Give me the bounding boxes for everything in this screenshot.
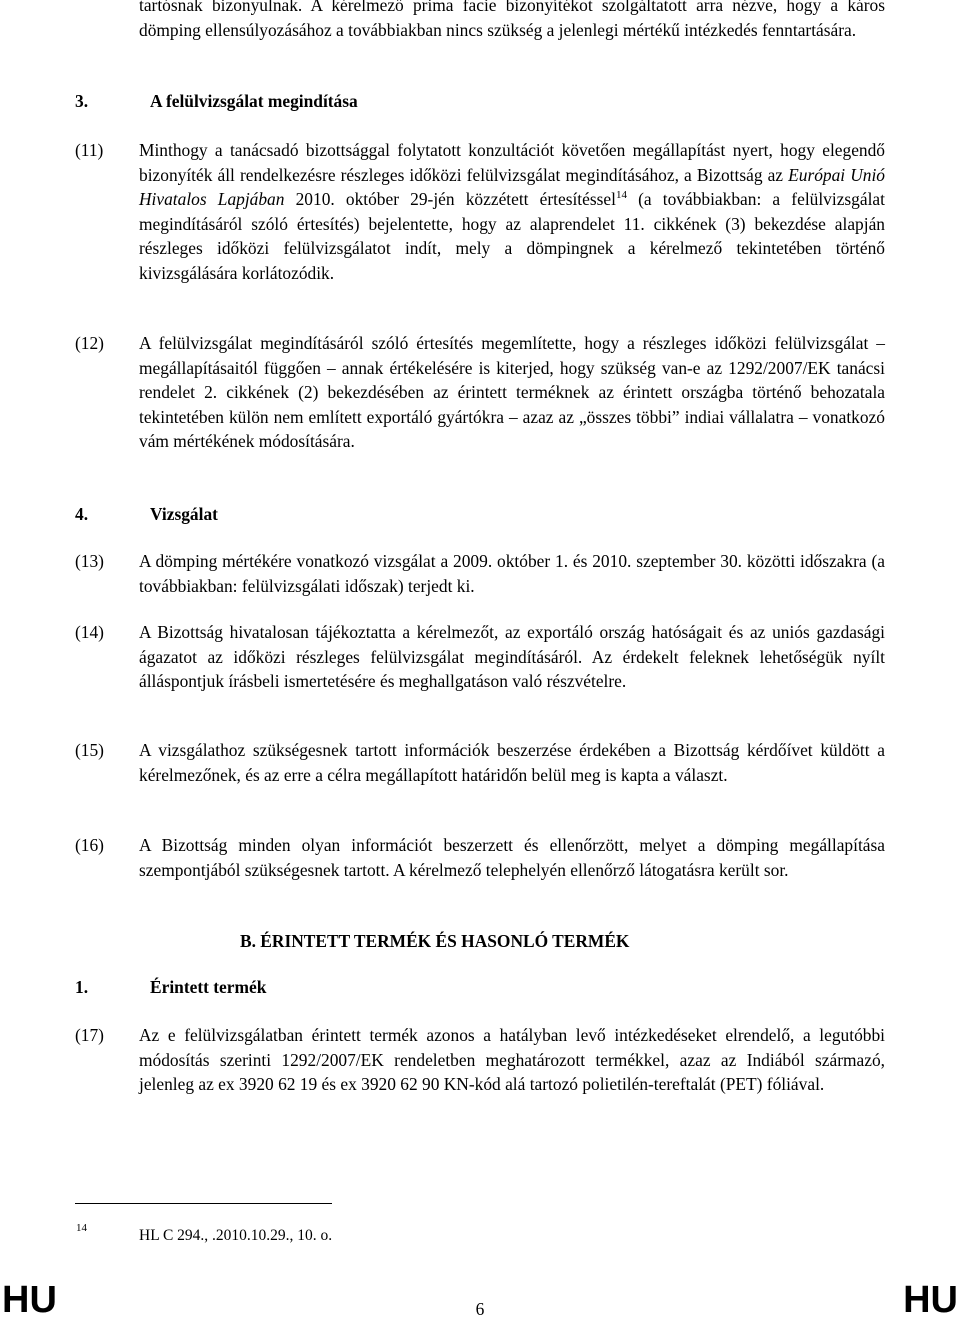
paragraph-14: A Bizottság hivatalosan tájékoztatta a kérelmezőt, az exportáló ország hatóságait és az uniós gazdasági ágazatot az időközi részleges felülvizsgálat megindításáról. Az érdekelt feleknek lehetőségük nyílt álláspontjuk írásbeli ismertetésére és meghallgatáson való részvételre. [139,622,885,692]
footnote-number: 14 [76,1222,87,1234]
paragraph-11-number: (11) [75,140,104,160]
page-number: 6 [475,1299,485,1319]
section-4-number: 4. [75,504,89,524]
section-4-title: Vizsgálat [150,504,218,524]
paragraph-16: A Bizottság minden olyan információt beszerzett és ellenőrzött, melyet a dömping megállapítása szempontjából szükségesnek tartott. A kérelmező telephelyén ellenőrző látogatásra került sor. [139,835,885,880]
paragraph-13-number: (13) [75,551,104,571]
intro-paragraph: tartósnak bizonyulnak. A kérelmező prima facie bizonyítékot szolgáltatott arra nézve, hogy a káros dömping ellensúlyozásához a továbbiakban nincs szükség a jelenlegi mértékű intézkedés fenntartására. [139,0,885,40]
paragraph-15: A vizsgálathoz szükségesnek tartott információk beszerzése érdekében a Bizottság kérdőívet küldött a kérelmezőnek, és az erre a célra megállapított határidőn belül meg is kapta a választ. [139,740,885,785]
section-1-title: Érintett termék [150,977,267,997]
footnote-separator [75,1203,332,1204]
paragraph-15-number: (15) [75,740,104,760]
paragraph-17: Az e felülvizsgálatban érintett termék azonos a hatályban levő intézkedéseket elrendelő, a legutóbbi módosítás szerinti 1292/2007/EK rendeletben meghatározott termékkel, azaz az Indiából származó, jelenleg az ex 3920 62 19 és ex 3920 62 90 KN-kód alá tartozó polietilén-tereftalát (PET) fóliával. [139,1025,885,1095]
paragraph-11-text-b: 2010. október 29-jén közzétett értesítéssel [284,189,616,210]
paragraph-11-text-c: (a továbbiakban: a felülvizsgálat megindításáról szóló értesítés) bejelentette, hogy az alaprendelet 11. cikkének (3) bekezdése alapján részleges időközi felülvizsgálatot indít, mely a dömpingnek a kérelmező tekintetében történő kivizsgálására korlátozódik. [139,189,885,283]
footnote-reference-14[interactable]: 14 [615,189,627,202]
paragraph-11-text-a: Minthogy a tanácsadó bizottsággal folytatott konzultációt követően megállapítást nyert, hogy elegendő bizonyíték áll rendelkezésre részleges időközi felülvizsgálat megindításához, a Bizottság az [139,140,885,185]
paragraph-12: A felülvizsgálat megindításáról szóló értesítés megemlítette, hogy a részleges időközi felülvizsgálat – megállapításaitól függően – annak értékelésére is kiterjed, hogy szükség van-e az 1292/2007/EK tanácsi rendelet 2. cikkének (2) bekezdésében az érintett terméknek az érintett országba történő behozatala tekintetében külön nem említett exportáló gyártókra – azaz az „összes többi” indiai vállalatra – vonatkozó vám mértékének módosítására. [139,333,885,452]
section-1-number: 1. [75,977,89,997]
paragraph-12-number: (12) [75,333,104,353]
part-b-heading: B. ÉRINTETT TERMÉK ÉS HASONLÓ TERMÉK [240,931,630,951]
paragraph-13: A dömping mértékére vonatkozó vizsgálat a 2009. október 1. és 2010. szeptember 30. közötti időszakra (a továbbiakban: felülvizsgálati időszak) terjedt ki. [139,551,885,596]
paragraph-16-number: (16) [75,835,104,855]
paragraph-17-number: (17) [75,1025,104,1045]
footer-language-right: HU [903,1279,958,1321]
paragraph-11 [139,138,885,286]
official-journal-title: Európai Unió Hivatalos Lapjában [139,164,885,210]
footer-language-left: HU [2,1279,57,1321]
footnote-text: HL C 294., .2010.10.29., 10. o. [139,1227,333,1244]
section-3-title: A felülvizsgálat megindítása [150,91,358,111]
paragraph-14-number: (14) [75,622,104,642]
section-3-number: 3. [75,91,89,111]
